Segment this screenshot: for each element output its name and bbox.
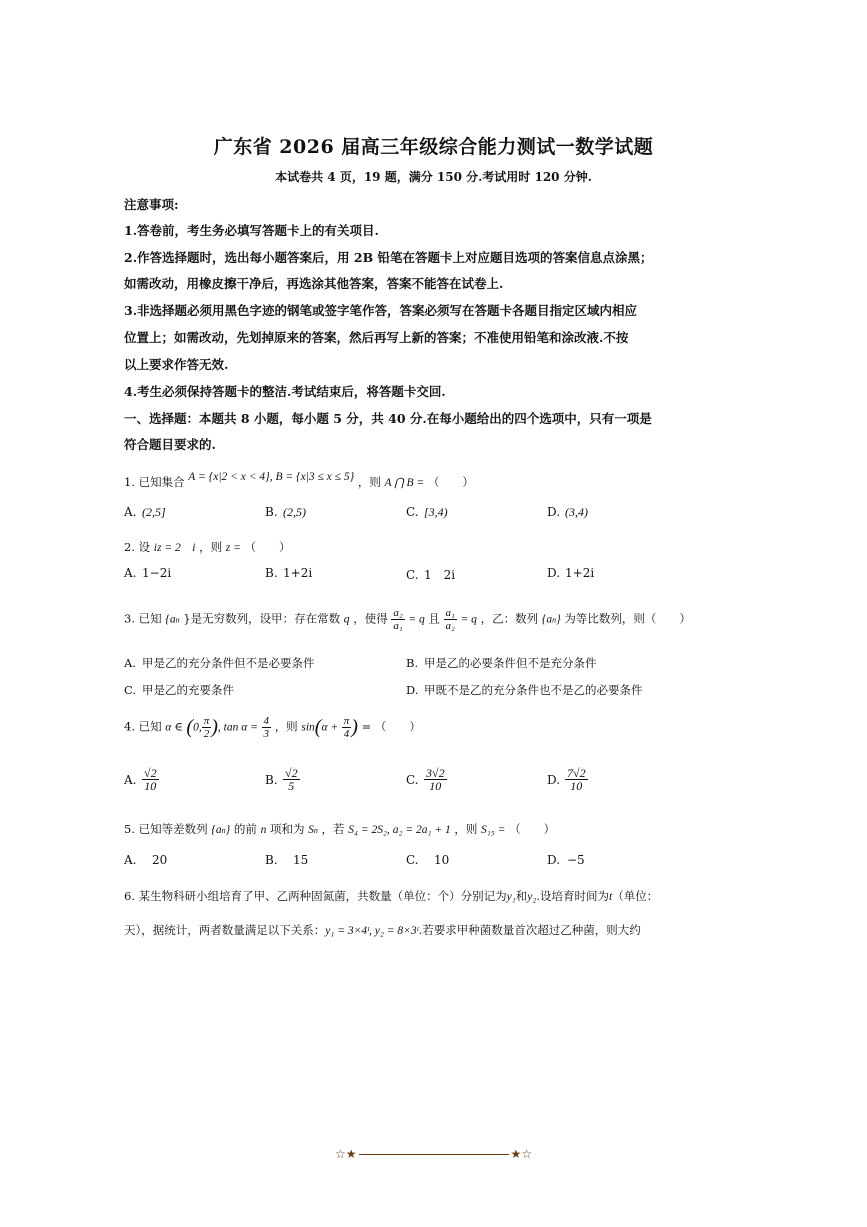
denominator: 10 bbox=[570, 779, 583, 793]
option-letter: B. bbox=[265, 853, 278, 867]
numerator: √2 bbox=[285, 766, 298, 780]
math-expression: n bbox=[260, 824, 267, 836]
notice-item: 2.作答选择题时，选出每小题答案后，用 2B 铅笔在答题卡上对应题目选项的答案信息点涂黑； bbox=[124, 250, 653, 265]
option-c bbox=[406, 566, 455, 583]
answer-bracket: = （ ） bbox=[361, 719, 421, 734]
question-text: ，若 bbox=[321, 822, 345, 836]
option-b bbox=[265, 767, 300, 792]
section-heading: 一、选择题：本题共 8 小题，每小题 5 分，共 40 分.在每小题给出的四个选项中，只有一项是 bbox=[124, 411, 652, 426]
paren-open: ( bbox=[314, 716, 322, 738]
option-value: 甲是乙的充要条件 bbox=[142, 683, 234, 697]
question-text: ，则 bbox=[357, 475, 381, 489]
question-text: 天），据统计，两者数量满足以下关系： bbox=[124, 923, 326, 937]
subscript-n: n bbox=[175, 615, 180, 625]
fraction bbox=[262, 715, 272, 740]
option-value: 1 2i bbox=[424, 568, 456, 582]
fraction bbox=[424, 767, 447, 792]
option-letter: C. bbox=[406, 772, 419, 787]
notice-item: 如需改动，用橡皮擦干净后，再选涂其他答案，答案不能答在试卷上. bbox=[124, 276, 504, 291]
paren-close: ) bbox=[211, 716, 218, 738]
math-expression: S₁₅ = bbox=[481, 824, 506, 836]
math-expression: = q bbox=[460, 613, 477, 626]
option-a bbox=[124, 655, 315, 671]
fraction bbox=[202, 715, 212, 740]
notice-heading: 注意事项: bbox=[124, 197, 179, 212]
paren-close: ) bbox=[351, 716, 358, 738]
option-letter: D. bbox=[547, 772, 561, 787]
option-letter: B. bbox=[265, 772, 278, 787]
question-2 bbox=[124, 539, 724, 555]
fraction bbox=[142, 767, 159, 792]
numerator: 4 bbox=[263, 715, 270, 727]
question-text: ，则 bbox=[454, 822, 478, 836]
notice-item: 以上要求作答无效. bbox=[124, 357, 229, 372]
question-text: 为等比数列，则（ ） bbox=[564, 611, 691, 626]
question-text: 的前 bbox=[233, 822, 257, 836]
page-subtitle: 本试卷共 4 页，19 题，满分 150 分.考试用时 120 分钟. bbox=[275, 170, 592, 184]
math-expression: S₄ = 2S₂, a₂ = 2a₁ + 1 bbox=[348, 824, 451, 836]
numerator: π bbox=[343, 715, 350, 727]
option-letter: D. bbox=[547, 853, 561, 867]
notice-item: 位置上；如需改动，先划掉原来的答案，然后再写上新的答案；不准使用铅笔和涂改液.不按 bbox=[124, 330, 629, 345]
math-expression: t bbox=[609, 891, 613, 903]
option-b bbox=[265, 853, 308, 867]
math-expression: q bbox=[343, 613, 350, 626]
math-expression: , tan α = bbox=[217, 721, 258, 734]
numerator: a₁ bbox=[445, 607, 455, 619]
option-d bbox=[547, 853, 585, 867]
question-text: ，则 bbox=[199, 540, 223, 554]
option-letter: D. bbox=[406, 683, 419, 697]
numerator: 7√2 bbox=[567, 766, 586, 780]
star-ornament-icon: ★☆ bbox=[510, 1147, 533, 1161]
math-expression: y₁ bbox=[506, 891, 516, 903]
page-footer bbox=[0, 1147, 867, 1161]
option-value: 15 bbox=[293, 853, 309, 867]
option-c bbox=[406, 505, 448, 520]
option-a bbox=[124, 505, 166, 520]
denominator: 3 bbox=[263, 728, 270, 740]
math-expression: {a bbox=[165, 613, 176, 626]
numerator: a₂ bbox=[393, 607, 403, 619]
option-c bbox=[124, 682, 234, 698]
option-letter: C. bbox=[406, 853, 419, 867]
option-d bbox=[547, 767, 588, 792]
option-letter: D. bbox=[547, 566, 561, 580]
subscript-n: n bbox=[552, 615, 557, 625]
question-text: 4. 已知 bbox=[124, 719, 162, 734]
option-value: 甲是乙的充分条件但不是必要条件 bbox=[142, 656, 315, 670]
question-text: 和 bbox=[515, 889, 528, 903]
option-value: 甲是乙的必要条件但不是充分条件 bbox=[424, 656, 597, 670]
question-text: .设培育时间为 bbox=[536, 889, 609, 903]
option-letter: A. bbox=[124, 566, 137, 580]
math-expression: } bbox=[225, 824, 231, 836]
math-expression: α + bbox=[321, 721, 339, 734]
denominator: a₂ bbox=[445, 620, 455, 632]
question-text: 5. 已知等差数列 bbox=[124, 822, 208, 836]
option-value: (2,5] bbox=[142, 505, 166, 519]
subscript-n: n bbox=[313, 826, 318, 835]
option-value: 1+2i bbox=[565, 566, 595, 580]
question-4 bbox=[124, 715, 724, 740]
page-title: 广东省 2026 届高三年级综合能力测试一数学试题 bbox=[213, 136, 654, 158]
option-letter: C. bbox=[124, 683, 137, 697]
fraction bbox=[391, 607, 404, 632]
denominator: 2 bbox=[203, 728, 210, 740]
paren-open: ( bbox=[186, 716, 194, 738]
notice-item: 4.考生必须保持答题卡的整洁.考试结束后，将答题卡交回. bbox=[124, 384, 446, 399]
math-expression: sin bbox=[301, 721, 315, 734]
notice-item: 1.答卷前，考生务必填写答题卡上的有关项目. bbox=[124, 223, 379, 238]
numerator: √2 bbox=[144, 766, 157, 780]
option-value: (3,4) bbox=[565, 505, 588, 519]
denominator: 10 bbox=[429, 779, 442, 793]
option-letter: A. bbox=[124, 656, 136, 670]
question-text: 6. 某生物科研小组培育了甲、乙两种固氮菌，共数量（单位：个）分别记为 bbox=[124, 889, 507, 903]
option-b bbox=[265, 505, 306, 520]
question-text: .若要求甲种菌数量首次超过乙种菌，则大约 bbox=[418, 923, 641, 937]
option-d bbox=[547, 566, 594, 580]
subscript-n: n bbox=[221, 826, 226, 835]
option-letter: B. bbox=[406, 656, 419, 670]
fraction bbox=[565, 767, 588, 792]
question-6 bbox=[124, 888, 724, 904]
option-letter: B. bbox=[265, 505, 278, 519]
option-letter: C. bbox=[406, 568, 419, 582]
question-text: }是无穷数列，设甲：存在常数 bbox=[183, 611, 341, 626]
math-expression: A = {x|2 < x < 4}, B = {x|3 ≤ x ≤ 5} bbox=[188, 471, 355, 483]
question-text: 且 bbox=[428, 611, 440, 626]
math-expression: y₁ = 3×4ᵗ, y₂ = 8×3ᵗ bbox=[325, 925, 419, 937]
option-c bbox=[406, 853, 449, 867]
option-value: 1+2i bbox=[283, 566, 313, 580]
denominator: a₁ bbox=[393, 620, 403, 632]
option-value: [3,4) bbox=[424, 505, 448, 519]
question-5 bbox=[124, 821, 724, 837]
math-expression: y₂ bbox=[527, 891, 537, 903]
math-expression: A ⋂ B = bbox=[384, 477, 425, 489]
option-b bbox=[265, 566, 312, 580]
denominator: 10 bbox=[144, 779, 157, 793]
option-value: 甲既不是乙的充分条件也不是乙的必要条件 bbox=[424, 683, 643, 697]
star-ornament-icon: ☆★ bbox=[334, 1147, 357, 1161]
fraction bbox=[283, 767, 300, 792]
answer-bracket: （ ） bbox=[244, 540, 291, 554]
option-a bbox=[124, 853, 167, 867]
option-b bbox=[406, 655, 597, 671]
option-value: (2,5) bbox=[283, 505, 306, 519]
question-3 bbox=[124, 607, 724, 632]
option-value: 1−2i bbox=[142, 566, 172, 580]
math-expression: = q bbox=[408, 613, 425, 626]
option-a bbox=[124, 767, 159, 792]
question-6-cont bbox=[124, 922, 724, 938]
question-text: 3. 已知 bbox=[124, 611, 162, 626]
option-d bbox=[406, 682, 643, 698]
math-expression: S bbox=[308, 824, 314, 836]
option-letter: A. bbox=[124, 772, 137, 787]
question-text: ，乙：数列 bbox=[480, 611, 539, 626]
option-c bbox=[406, 767, 447, 792]
option-letter: D. bbox=[547, 505, 561, 519]
option-letter: C. bbox=[406, 505, 419, 519]
math-expression: z = bbox=[225, 542, 241, 554]
section-heading-cont: 符合题目要求的. bbox=[124, 437, 216, 452]
option-letter: A. bbox=[124, 505, 137, 519]
question-text: （单位： bbox=[612, 889, 659, 903]
math-expression: {a bbox=[541, 613, 553, 626]
fraction bbox=[342, 715, 352, 740]
numerator: π bbox=[203, 715, 210, 727]
question-text: ，则 bbox=[274, 719, 298, 734]
option-value: 10 bbox=[434, 853, 450, 867]
option-value: −5 bbox=[567, 853, 585, 867]
answer-bracket: （ ） bbox=[509, 822, 556, 836]
math-expression: α ∈ bbox=[165, 721, 183, 734]
denominator: 5 bbox=[288, 779, 295, 793]
math-expression: 0, bbox=[193, 721, 202, 734]
fraction bbox=[444, 607, 457, 632]
denominator: 4 bbox=[343, 728, 350, 740]
question-text: 项和为 bbox=[269, 822, 305, 836]
option-a bbox=[124, 566, 171, 580]
answer-bracket: （ ） bbox=[427, 475, 474, 489]
option-value: 20 bbox=[152, 853, 168, 867]
footer-divider bbox=[359, 1154, 509, 1155]
option-d bbox=[547, 505, 588, 520]
notice-item: 3.非选择题必须用黑色字迹的钢笔或签字笔作答，答案必须写在答题卡各题目指定区域内相应 bbox=[124, 303, 638, 318]
question-1 bbox=[124, 471, 724, 490]
option-letter: A. bbox=[124, 853, 137, 867]
option-letter: B. bbox=[265, 566, 278, 580]
question-text: 1. 已知集合 bbox=[124, 475, 185, 489]
numerator: 3√2 bbox=[426, 766, 445, 780]
math-expression: } bbox=[556, 613, 561, 626]
math-expression: {a bbox=[211, 824, 222, 836]
math-expression: iz = 2 i bbox=[153, 542, 196, 554]
question-text: ，使得 bbox=[353, 611, 388, 626]
question-text: 2. 设 bbox=[124, 540, 151, 554]
